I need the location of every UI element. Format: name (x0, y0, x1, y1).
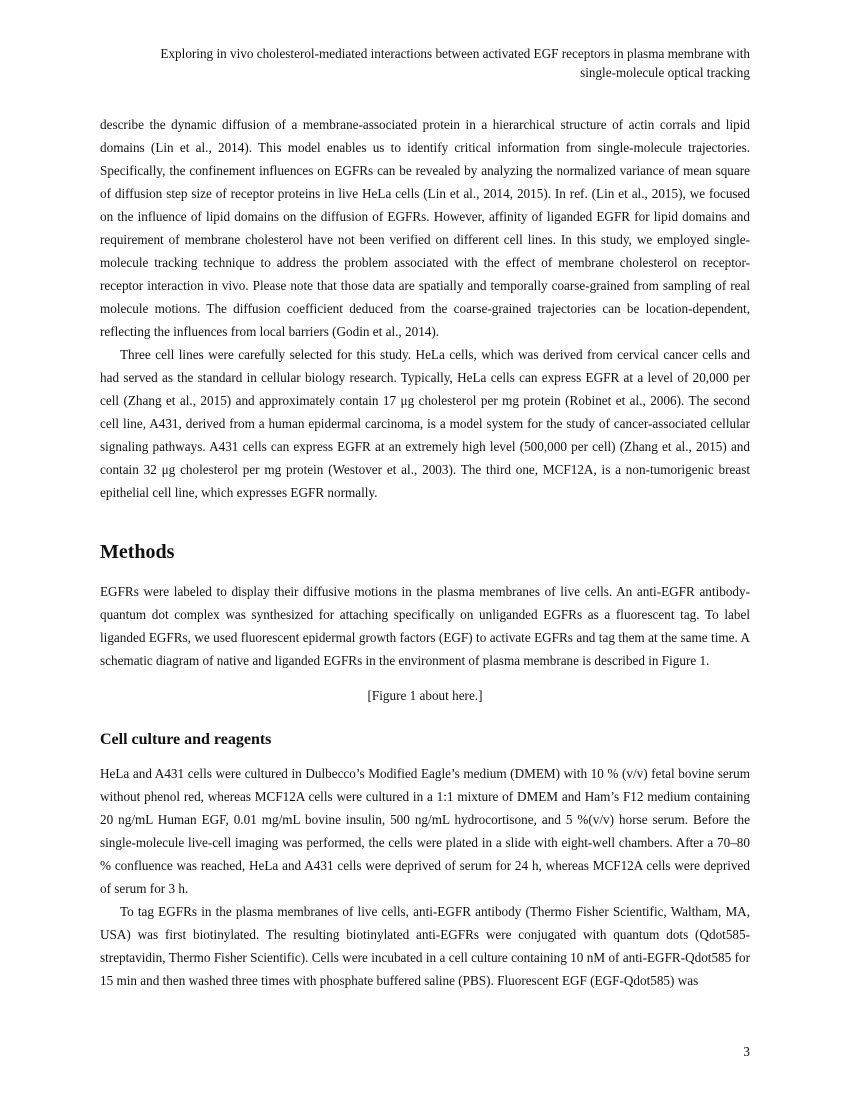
methods-paragraph-1: EGFRs were labeled to display their diffusive motions in the plasma membranes of live cells. An anti-EGFR antibody-quantum dot complex was synthesized for attaching specifically on unliganded EGFRs as a fluorescent tag. To label liganded EGFRs, we used fluorescent epidermal growth factors (EGF) to activate EGFRs and tag them at the same time. A schematic diagram of native and liganded EGFRs in the environment of plasma membrane is described in Figure 1. (100, 584, 750, 668)
page-body (100, 113, 750, 992)
cell-culture-paragraph-2: To tag EGFRs in the plasma membranes of live cells, anti-EGFR antibody (Thermo Fisher Scientific, Waltham, MA, USA) was first biotinylated. The resulting biotinylated anti-EGFRs were conjugated with quantum dots (Qdot585-streptavidin, Thermo Fisher Scientific). Cells were incubated in a cell culture containing 10 nM of anti-EGFR-Qdot585 for 15 min and then washed three times with phosphate buffered saline (PBS). Fluorescent EGF (EGF-Qdot585) was (100, 904, 750, 988)
cell-culture-heading: Cell culture and reagents (100, 731, 272, 748)
page-number: 3 (743, 1044, 750, 1059)
running-header-line-1: Exploring in vivo cholesterol-mediated interactions between activated EGF receptors in plasma membrane with (160, 46, 750, 61)
intro-paragraph-2: Three cell lines were carefully selected for this study. HeLa cells, which was derived from cervical cancer cells and had served as the standard in cellular biology research. Typically, HeLa cells can express EGFR at a level of 20,000 per cell (Zhang et al., 2015) and approximately contain 17 μg cholesterol per mg protein (Robinet et al., 2006). The second cell line, A431, derived from a human epidermal carcinoma, is a model system for the study of cancer-associated cellular signaling pathways. A431 cells can express EGFR at an extremely high level (500,000 per cell) (Zhang et al., 2015) and contain 32 μg cholesterol per mg protein (Westover et al., 2003). The third one, MCF12A, is a non-tumorigenic breast epithelial cell line, which expresses EGFR normally. (100, 347, 750, 500)
methods-heading: Methods (100, 541, 175, 563)
running-header-line-2: single-molecule optical tracking (580, 65, 750, 80)
figure-placeholder: [Figure 1 about here.] (367, 688, 483, 703)
cell-culture-paragraph-1: HeLa and A431 cells were cultured in Dulbecco’s Modified Eagle’s medium (DMEM) with 10 % (v/v) fetal bovine serum without phenol red, whereas MCF12A cells were cultured in a 1:1 mixture of DMEM and Ham’s F12 medium containing 20 ng/mL Human EGF, 0.01 mg/mL bovine insulin, 500 ng/mL hydrocortisone, and 5 %(v/v) horse serum. Before the single-molecule live-cell imaging was performed, the cells were plated in a slide with eight-well chambers. After a 70–80 % confluence was reached, HeLa and A431 cells were deprived of serum for 24 h, whereas MCF12A cells were deprived of serum for 3 h. (100, 766, 750, 896)
intro-paragraph-1: describe the dynamic diffusion of a membrane-associated protein in a hierarchical structure of actin corrals and lipid domains (Lin et al., 2014). This model enables us to identify critical information from single-molecule trajectories. Specifically, the confinement influences on EGFRs can be revealed by analyzing the normalized variance of mean square of diffusion step size of receptor proteins in live HeLa cells (Lin et al., 2014, 2015). In ref. (Lin et al., 2015), we focused on the influence of lipid domains on the diffusion of EGFRs. However, affinity of liganded EGFR for lipid domains and requirement of membrane cholesterol have not been verified on different cell lines. In this study, we employed single-molecule tracking technique to address the problem associated with the effect of membrane cholesterol on receptor-receptor interaction in vivo. Please note that those data are spatially and temporally coarse-grained from sampling of real molecule motions. The diffusion coefficient deduced from the coarse-grained trajectories can be location-dependent, reflecting the influences from local barriers (Godin et al., 2014). (100, 117, 750, 339)
running-header (70, 44, 750, 82)
